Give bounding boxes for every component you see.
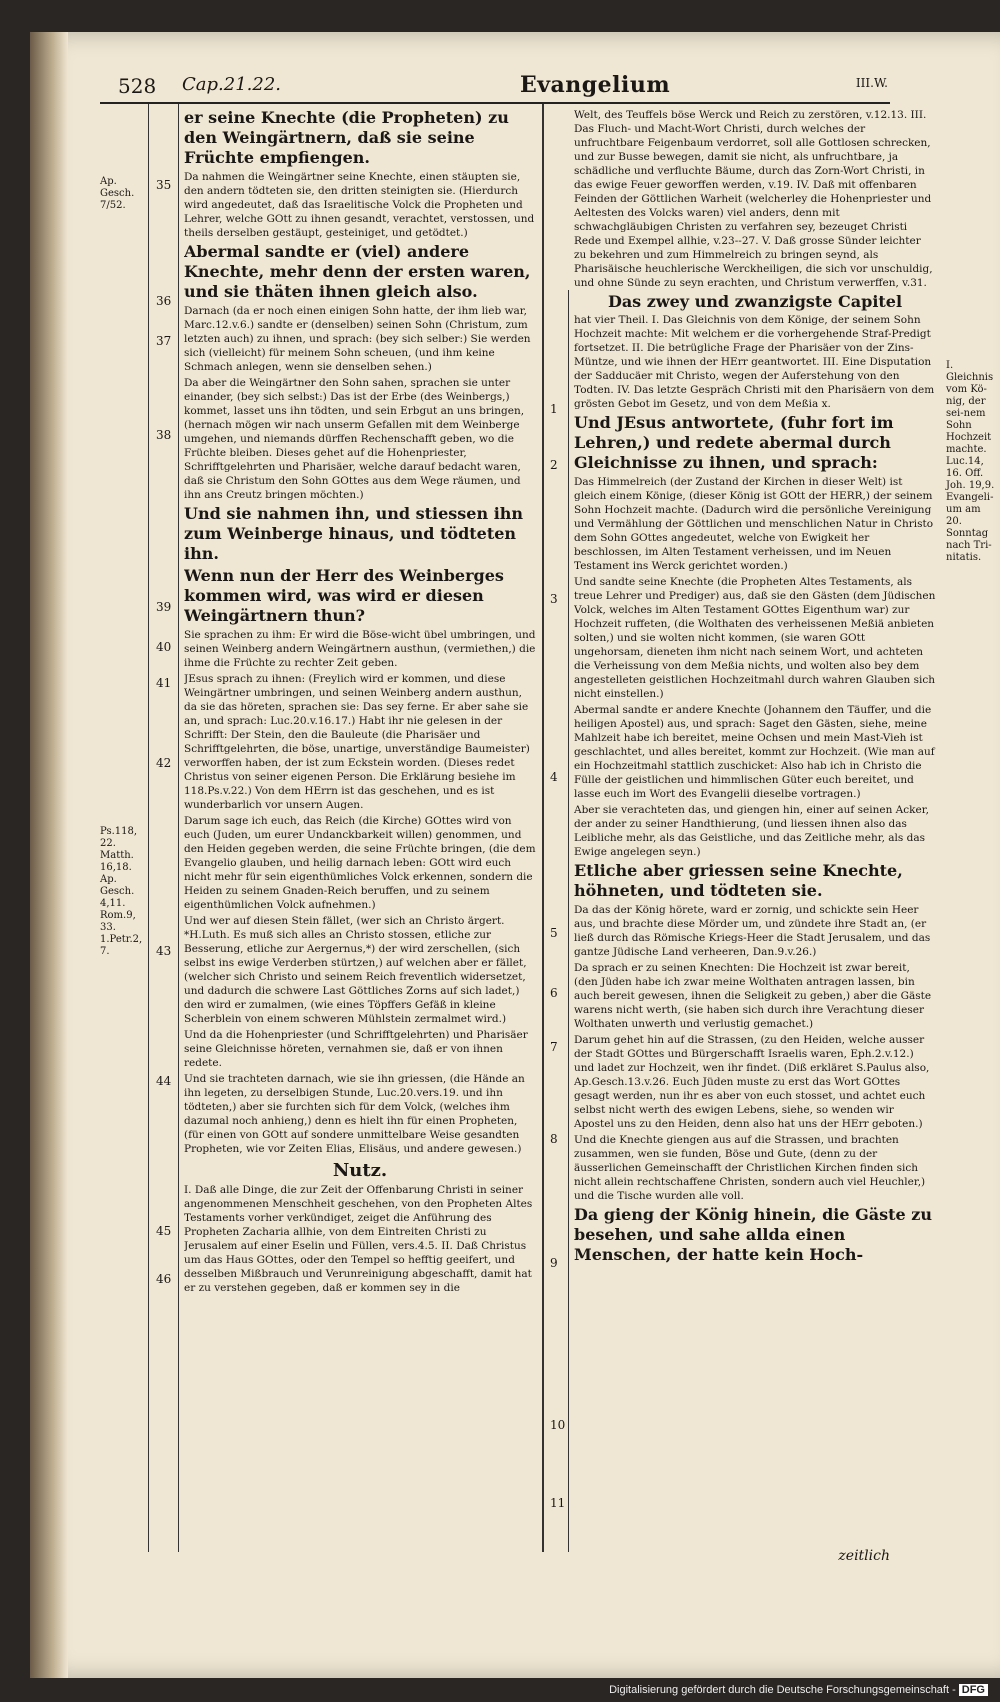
verse-text: Darnach (da er noch einen einigen Sohn hatte, der ihm lieb war, Marc.12.v.6.) sandte er (denselben) seinen Sohn (Christum, zum letzten auch) zu ihnen, und sprach: (bey sich selber:) Sie werden sich (vielleicht) für meinem Sohn scheuen, (und ihm keine Schmach anlegen, wenn sie denselben sehen.) — [184, 305, 531, 373]
left-margin-note-1: Ap. Gesch. 7/52. — [100, 176, 135, 211]
verse-text: Das Himmelreich (der Zustand der Kirchen in dieser Welt) ist gleich einem Könige, (dieser König ist GOtt der HERR,) der seinem Sohn Hochzeit machte. (Dadurch wird die persönliche Vereinigung und Vermählung der Göttlichen und menschlichen Natur in Christo dem Sohn GOttes angedeutet, welche von Ewigkeit her beschlossen, im Alten Testament verheissen, und im Neuen Testament ins Werck gerichtet worden.) — [574, 476, 934, 572]
verse-text: Und sandte seine Knechte (die Propheten Altes Testaments, als treue Lehrer und Prediger) aus, daß sie den Gästen (dem Jüdischen Volck, welches im Alten Testament GOttes Eigenthum war) zur Hochzeit ruffeten, (die Wolthaten des verheissenen Meßiä anbieten solten,) und sie wolten nicht kommen, (sie waren GOtt ungehorsam, dieneten ihm nicht nach seinem Wort, und achteten die Verheissung von dem Meßia nichts, und wolten also bey dem angestelleten geistlichen Hochzeitmahl durch wahren Glauben sich nicht einstellen.) — [574, 576, 936, 700]
verse-number: 6 — [550, 986, 558, 1000]
verse-text: JEsus sprach zu ihnen: (Freylich wird er kommen, und diese Weingärtner umbringen, und seinen Weinberg andern austhun, da sie das höreten, sprachen sie: Das sey ferne. Er aber sahe sie an, und sprach: Luc.20.v.16.17.) Habt ihr nie gelesen in der Schrifft: Der Stein, den die Bauleute (die Pharisäer und Schrifftgelehrten, die böse, unartige, unverständige Baumeister) verworffen haben, der ist zum Eckstein worden. (Dieses redet Christus von seiner eigenen Person. Die Erklärung besiehe im 118.Ps.v.22.) Von dem HErrn ist das geschehen, und es ist wunderbarlich vor unsern Augen. — [184, 673, 530, 811]
verse-text: Abermal sandte er (viel) andere Knechte, mehr denn der ersten waren, und sie thäten ihnen gleich also. — [184, 242, 531, 301]
nutz-text: I. Daß alle Dinge, die zur Zeit der Offenbarung Christi in seiner angenommenen Menschheit geschehen, von den Propheten Altes Testaments vorher verkündiget, zeiget die Anführung des Propheten Zacharia allhie, von dem Eintreiten Christi zu Jerusalem auf einer Eselin und Füllen, vers.4.5. II. Daß Christus um das Haus GOttes, oder den Tempel so hefftig geeifert, und desselben Mißbrauch und Verunreinigung abgeschafft, damit hat er zu verstehen gegeben, daß er kommen sey in die — [184, 1184, 533, 1294]
page-binding — [30, 32, 68, 1678]
left-column — [184, 108, 536, 1548]
right-margin-note: I. Gleichnis vom Kö-nig, der sei-nem Sohn Hochzeit machte. Luc.14, 16. Off. Joh. 19,9. Evangeli-um am 20. Sonntag nach Tri-nitatis. — [946, 360, 995, 563]
credit-text: Digitalisierung gefördert durch die Deutsche Forschungsgemeinschaft - — [609, 1684, 956, 1696]
column-divider — [542, 104, 544, 1552]
verse-rule-left — [178, 104, 179, 1552]
verse-number: 40 — [156, 640, 172, 654]
verse-text: Da das der König hörete, ward er zornig, und schickte sein Heer aus, und brachte diese Mörder um, und zündete ihre Stadt an, (er ließ durch das Römische Kriegs-Heer die Stadt Jerusalem, und das gantze Jüdische Land verheeren, Dan.9.v.26.) — [574, 904, 931, 958]
verse-number: 11 — [550, 1496, 566, 1510]
verse-number: 46 — [156, 1272, 172, 1286]
section-signature: III.W. — [855, 76, 888, 90]
verse-number: 44 — [156, 1074, 172, 1088]
verse-text: Wenn nun der Herr des Weinberges kommen wird, was wird er diesen Weingärtnern thun? — [184, 566, 504, 625]
verse-text: Da gieng der König hinein, die Gäste zu besehen, und sahe allda einen Menschen, der hatte kein Hoch- — [574, 1205, 932, 1264]
verse-number: 39 — [156, 600, 172, 614]
verse-text: Darum gehet hin auf die Strassen, (zu den Heiden, welche ausser der Stadt GOttes und Bürgerschafft Israelis waren, Eph.2.v.12.) und ladet zur Hochzeit, wen ihr findet. (Diß erkläret S.Paulus also, Ap.Gesch.13.v.26. Euch Jüden muste zu erst das Wort GOttes gesagt werden, nun ihr es aber von euch stosset, und achtet euch selbst nicht werth des ewigen Lebens, siehe, so wenden wir Apostel uns zu den Heiden, denn also hat uns der HErr geboten.) — [574, 1034, 930, 1130]
verse-text: Da sprach er zu seinen Knechten: Die Hochzeit ist zwar bereit, (den Jüden habe ich zwar meine Wolthaten antragen lassen, bin auch bereit gewesen, ihnen die Seligkeit zu geben,) aber die Gäste warens nicht werth, (sie haben sich durch ihre Verachtung dieser Wolthaten unwerth und verlustig gemachet.) — [574, 962, 932, 1030]
verse-number: 42 — [156, 756, 172, 770]
verse-text: Und die Knechte giengen aus auf die Strassen, und brachten zusammen, wen sie funden, Böse und Gute, (denn zu der äusserlichen Gemeinschafft der Christlichen Kirchen finden sich nicht allein rechtschaffene Christen, sondern auch viel Heuchler,) und die Tische wurden alle voll. — [574, 1134, 926, 1202]
verse-text: Und da die Hohenpriester (und Schrifftgelehrten) und Pharisäer seine Gleichnisse höreten, vernahmen sie, daß er von ihnen redete. — [184, 1029, 528, 1069]
verse-number: 43 — [156, 944, 172, 958]
verse-number: 1 — [550, 402, 558, 416]
nutz-heading: Nutz. — [332, 1160, 388, 1181]
verse-text: Und sie nahmen ihn, und stiessen ihn zum Weinberge hinaus, und tödteten ihn. — [184, 504, 524, 563]
verse-number: 10 — [550, 1418, 566, 1432]
verse-text: Da nahmen die Weingärtner seine Knechte, einen stäupten sie, den andern tödteten sie, den dritten steinigten sie. (Hierdurch wird angedeutet, daß das Israelitische Volck die Propheten und Lehrer, welche GOtt zu ihnen gesandt, verachtet, verstossen, und theils derselben gestäupt, gesteiniget, und getödtet.) — [184, 171, 535, 239]
verse-number: 45 — [156, 1224, 172, 1238]
running-header — [100, 72, 890, 104]
catchword: zeitlich — [838, 1548, 890, 1564]
commentary-continuation: Welt, des Teuffels böse Werck und Reich zu zerstören, v.12.13. III. Das Fluch- und Macht-Wort Christi, durch welches der unfruchtbare Feigenbaum verdorret, soll alle Gottlosen schrecken, und zur Busse bewegen, damit sie nicht, als unfruchtbare, ja schädliche und verfluchte Bäume, durch das Zorn-Wort Christi, in das ewige Feuer geworffen werden, v.19. IV. Daß mit offenbaren Feinden der Göttlichen Warheit (welcherley die Hohenpriester und Aeltesten des Volcks waren) viel anders, denn mit schwachgläubigen Christen zu verfahren sey, bezeuget Christi Rede und Exempel allhie, v.23--27. V. Daß grosse Sünder leichter zu bekehren und zum Himmelreich zu bringen seynd, als Pharisäische heuchlerische Werckheiligen, die sich vor unschuldig, und ohne Sünde zu seyn erachten, und Christum verwerffen, v.31. — [574, 109, 933, 289]
chapter-summary: hat vier Theil. I. Das Gleichnis von dem Könige, der seinem Sohn Hochzeit machte: Mit welchem er die vorhergehende Straf-Predigt fortsetzet. II. Die betrügliche Frage der Pharisäer von der Zins-Müntze, und wie ihnen der HErr geantwortet. III. Eine Disputation der Sadducäer mit Christo, wegen der Auferstehung von den Todten. IV. Das letzte Gespräch Christi mit den Pharisäern von dem grösten Gebot im Gesetz, und von dem Meßia x. — [574, 314, 935, 410]
left-margin-rule — [148, 104, 149, 1552]
right-column — [574, 108, 936, 1548]
verse-number: 41 — [156, 676, 172, 690]
verse-number: 2 — [550, 458, 558, 472]
verse-text: Da aber die Weingärtner den Sohn sahen, sprachen sie unter einander, (bey sich selbst:) Das ist der Erbe (des Weinbergs,) kommet, lasset uns ihn tödten, und sein Erbgut an uns bringen, (hernach mögen wir nach unserm Gefallen mit dem Weinberge umgehen, und niemands dürffen Rechenschafft geben, wo die Früchte bleiben. Dieses gehet auf die Hohenpriester, Schrifftgelehrten und Pharisäer, welche darauf bedacht waren, daß sie Christum den Sohn GOttes aus dem Wege räumen, und ihn ans Creutz bringen möchten.) — [184, 377, 525, 501]
verse-number: 36 — [156, 294, 172, 308]
verse-text: er seine Knechte (die Propheten) zu den Weingärtnern, daß sie seine Früchte empfiengen. — [184, 108, 509, 167]
verse-number: 37 — [156, 334, 172, 348]
running-title: Evangelium — [520, 72, 671, 98]
verse-text: Und wer auf diesen Stein fället, (wer sich an Christo ärgert. *H.Luth. Es muß sich alles an Christo stossen, etliche zur Besserung, etliche zur Aergernus,*) der wird zerschellen, (sich selbst ins ewige Verderben stürtzen,) auf welchen aber er fället, (welcher sich Christo und seinem Reich freventlich widersetzet, und dadurch die schwere Last Göttliches Zorns auf sich ladet,) den wird er zumalmen, (wie eines Töpffers Gefäß in kleine Scherblein von einem schweren Mühlstein zermalmet wird.) — [184, 915, 527, 1025]
verse-text: Und sie trachteten darnach, wie sie ihn griessen, (die Hände an ihn legeten, zu derselbigen Stunde, Luc.20.vers.19. und ihn tödteten,) aber sie furchten sich für dem Volck, (welches ihm dazumal noch anhieng,) denn es hielt ihn für einen Propheten, (für einen von GOtt auf sondere unmittelbare Weise gesandten Propheten, wie vor Zeiten Elias, Elisäus, und andere gewesen.) — [184, 1073, 525, 1155]
verse-number: 8 — [550, 1132, 558, 1146]
verse-text: Sie sprachen zu ihm: Er wird die Böse-wicht übel umbringen, und seinen Weinberg andern Weingärtnern austhun, (vermiethen,) die ihme die Früchte zu rechter Zeit geben. — [184, 629, 536, 669]
verse-text: Aber sie verachteten das, und giengen hin, einer auf seinen Acker, der ander zu seiner Handthierung, (und liessen ihnen also das Leibliche mehr, als das Geistliche, und das Zeitliche mehr, als das Ewige angelegen seyn.) — [574, 804, 929, 858]
verse-number: 38 — [156, 428, 172, 442]
dfg-logo: DFG — [959, 1684, 988, 1696]
verse-number: 9 — [550, 1256, 558, 1270]
verse-text: Etliche aber griessen seine Knechte, höhneten, und tödteten sie. — [574, 861, 903, 900]
verse-text: Und JEsus antwortete, (fuhr fort im Lehren,) und redete abermal durch Gleichnisse zu ihnen, und sprach: — [574, 413, 894, 472]
page-number: 528 — [118, 74, 157, 98]
verse-text: Abermal sandte er andere Knechte (Johannem den Täuffer, und die heiligen Apostel) aus, und sprach: Saget den Gästen, siehe, meine Mahlzeit habe ich bereitet, meine Ochsen und mein Mast-Vieh ist geschlachtet, und alles bereitet, kommt zur Hochzeit. (Wie man auf ein Hochzeitmahl stattlich zuschicket: Also hab ich in Christo die Fülle der geistlichen und himmlischen Güter euch bereitet, und lasse euch im Wort des Evangelii dieselbe vortragen.) — [574, 704, 935, 800]
chapter-reference: Cap.21.22. — [182, 74, 281, 95]
verse-number: 5 — [550, 926, 558, 940]
left-margin-note-2: Ps.118, 22. Matth. 16,18. Ap. Gesch. 4,11. Rom.9, 33. 1.Petr.2, 7. — [100, 826, 143, 957]
verse-number: 35 — [156, 178, 172, 192]
verse-number: 3 — [550, 592, 558, 606]
verse-number: 7 — [550, 1040, 558, 1054]
chapter-heading: Das zwey und zwanzigste Capitel — [607, 292, 903, 311]
verse-rule-right — [568, 290, 569, 1552]
verse-text: Darum sage ich euch, das Reich (die Kirche) GOttes wird von euch (Juden, um eurer Undanckbarkeit willen) genommen, und den Heiden gegeben werden, die seine Früchte bringen, (die dem Evangelio glauben, und heilig darnach leben: GOtt wird euch nicht mehr für sein eigenthümliches Volck erkennen, sondern die Heiden zu seinem Gnaden-Reich beruffen, und zu seinem eigenthümlichen Volck aufnehmen.) — [184, 815, 536, 911]
digitization-credit — [609, 1684, 988, 1696]
verse-number: 4 — [550, 770, 558, 784]
